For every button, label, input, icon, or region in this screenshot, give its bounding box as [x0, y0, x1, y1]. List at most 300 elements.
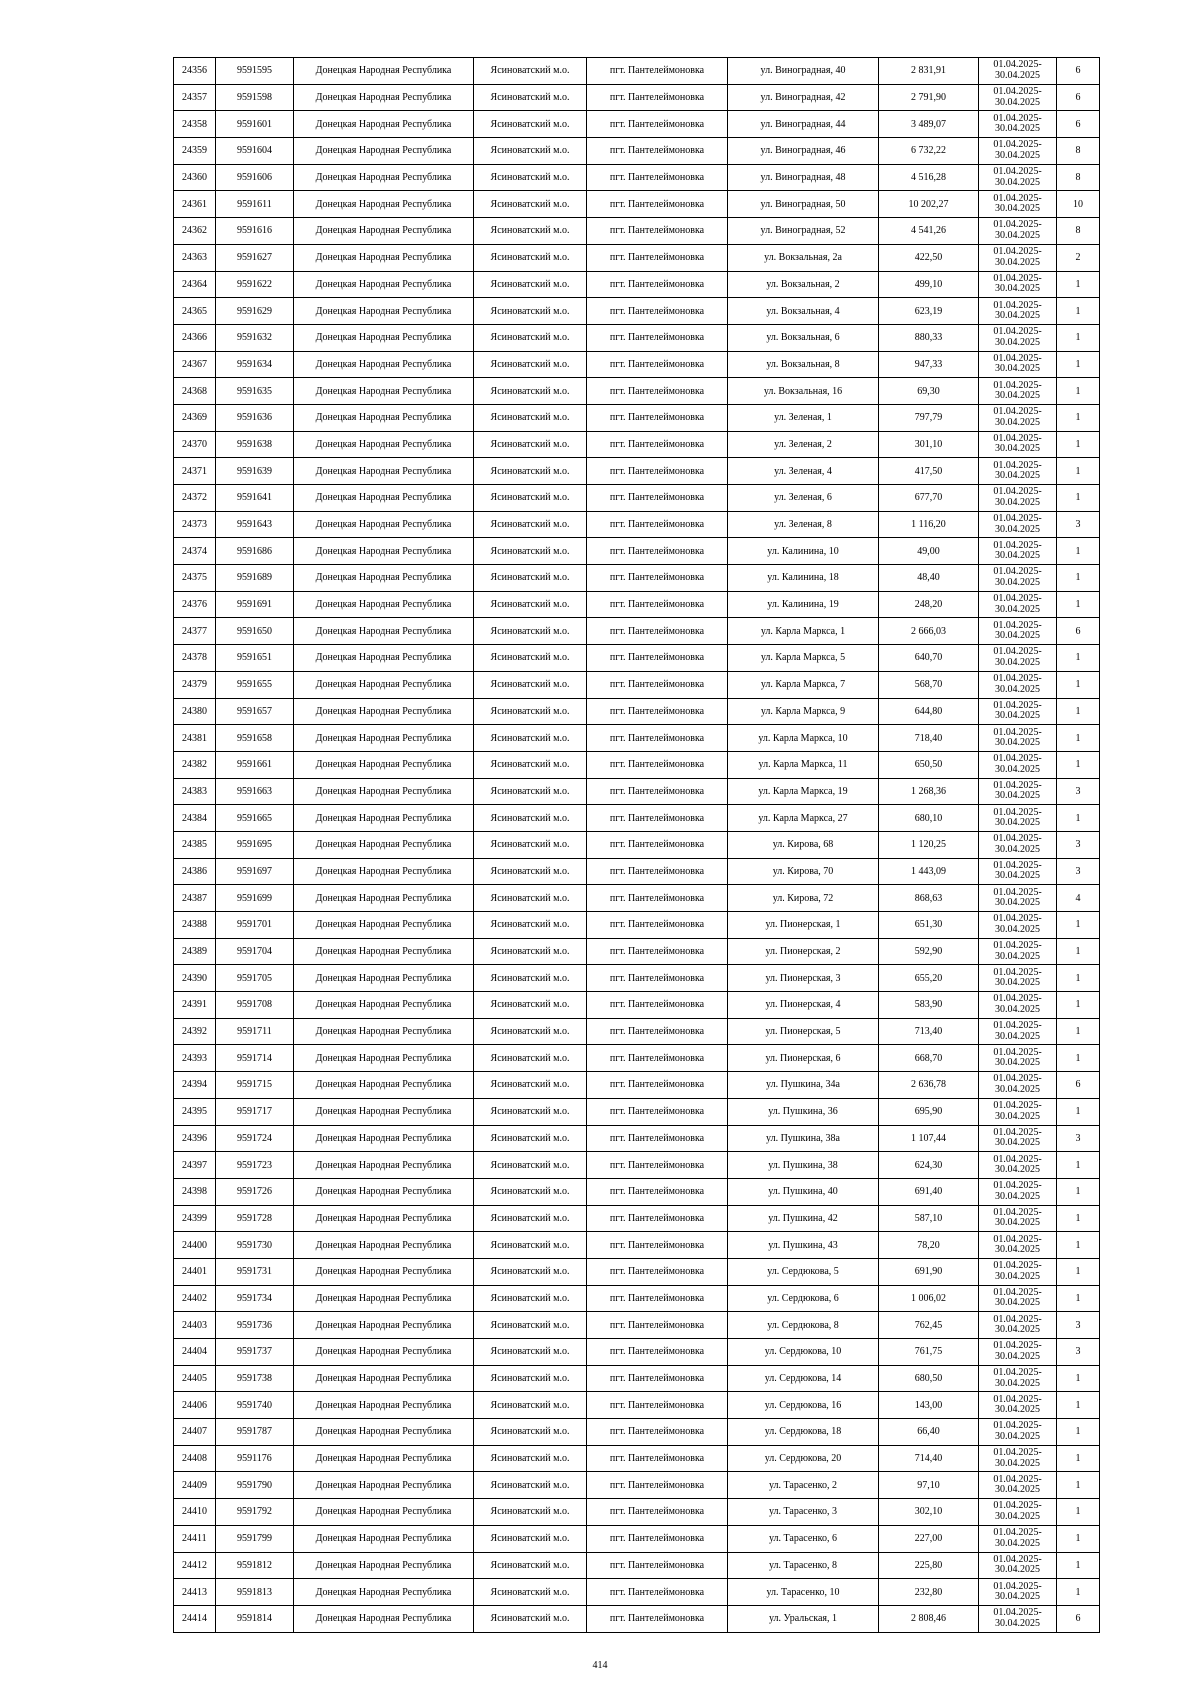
address-cell: ул. Кирова, 70	[728, 858, 879, 885]
period-start: 01.04.2025-	[993, 539, 1042, 551]
settlement-cell: пгт. Пантелеймоновка	[587, 1072, 728, 1099]
amount-cell: 2 808,46	[879, 1605, 979, 1632]
quantity-cell: 2	[1057, 244, 1100, 271]
period-end: 30.04.2025	[995, 950, 1040, 962]
table-row	[174, 1125, 1100, 1152]
account-number-cell: 9591663	[216, 778, 294, 805]
amount-cell: 713,40	[879, 1018, 979, 1045]
period-start: 01.04.2025-	[993, 619, 1042, 631]
quantity-cell: 1	[1057, 298, 1100, 325]
period-end: 30.04.2025	[995, 1457, 1040, 1469]
row-number-cell: 24367	[174, 351, 216, 378]
period-end: 30.04.2025	[995, 149, 1040, 161]
row-number-cell: 24382	[174, 751, 216, 778]
amount-cell: 3 489,07	[879, 111, 979, 138]
region-cell: Донецкая Народная Республика	[294, 778, 474, 805]
amount-cell: 677,70	[879, 485, 979, 512]
period-cell	[979, 458, 1057, 485]
region-cell: Донецкая Народная Республика	[294, 298, 474, 325]
settlement-cell: пгт. Пантелеймоновка	[587, 912, 728, 939]
address-cell: ул. Карла Маркса, 7	[728, 671, 879, 698]
period-start: 01.04.2025-	[993, 406, 1042, 418]
district-cell: Ясиноватский м.о.	[474, 1445, 587, 1472]
period-end: 30.04.2025	[995, 1164, 1040, 1176]
row-number-cell: 24397	[174, 1152, 216, 1179]
amount-cell: 97,10	[879, 1472, 979, 1499]
period-cell	[979, 1339, 1057, 1366]
settlement-cell: пгт. Пантелеймоновка	[587, 58, 728, 85]
quantity-cell: 1	[1057, 1098, 1100, 1125]
settlement-cell: пгт. Пантелеймоновка	[587, 1205, 728, 1232]
period-cell	[979, 191, 1057, 218]
quantity-cell: 3	[1057, 511, 1100, 538]
address-cell: ул. Карла Маркса, 5	[728, 645, 879, 672]
settlement-cell: пгт. Пантелеймоновка	[587, 1339, 728, 1366]
settlement-cell: пгт. Пантелеймоновка	[587, 1392, 728, 1419]
account-number-cell: 9591634	[216, 351, 294, 378]
period-start: 01.04.2025-	[993, 940, 1042, 952]
period-cell	[979, 885, 1057, 912]
account-number-cell: 9591705	[216, 965, 294, 992]
table-row	[174, 298, 1100, 325]
amount-cell: 947,33	[879, 351, 979, 378]
account-number-cell: 9591697	[216, 858, 294, 885]
settlement-cell: пгт. Пантелеймоновка	[587, 1178, 728, 1205]
period-end: 30.04.2025	[995, 283, 1040, 295]
period-cell	[979, 1285, 1057, 1312]
settlement-cell: пгт. Пантелеймоновка	[587, 218, 728, 245]
row-number-cell: 24360	[174, 164, 216, 191]
district-cell: Ясиноватский м.о.	[474, 111, 587, 138]
table-row	[174, 1098, 1100, 1125]
quantity-cell: 1	[1057, 591, 1100, 618]
amount-cell: 227,00	[879, 1525, 979, 1552]
settlement-cell: пгт. Пантелеймоновка	[587, 1472, 728, 1499]
table-row	[174, 1499, 1100, 1526]
period-end: 30.04.2025	[995, 656, 1040, 668]
period-cell	[979, 271, 1057, 298]
district-cell: Ясиноватский м.о.	[474, 324, 587, 351]
period-end: 30.04.2025	[995, 416, 1040, 428]
period-end: 30.04.2025	[995, 1057, 1040, 1069]
address-cell: ул. Карла Маркса, 1	[728, 618, 879, 645]
district-cell: Ясиноватский м.о.	[474, 1125, 587, 1152]
address-cell: ул. Пушкина, 36	[728, 1098, 879, 1125]
account-number-cell: 9591701	[216, 912, 294, 939]
row-number-cell: 24402	[174, 1285, 216, 1312]
period-end: 30.04.2025	[995, 310, 1040, 322]
district-cell: Ясиноватский м.о.	[474, 725, 587, 752]
row-number-cell: 24372	[174, 485, 216, 512]
region-cell: Донецкая Народная Республика	[294, 645, 474, 672]
table-row	[174, 138, 1100, 165]
address-cell: ул. Виноградная, 42	[728, 84, 879, 111]
settlement-cell: пгт. Пантелеймоновка	[587, 751, 728, 778]
period-cell	[979, 1205, 1057, 1232]
period-end: 30.04.2025	[995, 576, 1040, 588]
address-cell: ул. Сердюкова, 10	[728, 1339, 879, 1366]
period-start: 01.04.2025-	[993, 59, 1042, 71]
account-number-cell: 9591650	[216, 618, 294, 645]
table-row	[174, 58, 1100, 85]
account-number-cell: 9591689	[216, 565, 294, 592]
district-cell: Ясиноватский м.о.	[474, 751, 587, 778]
amount-cell: 225,80	[879, 1552, 979, 1579]
account-number-cell: 9591604	[216, 138, 294, 165]
table-row	[174, 698, 1100, 725]
row-number-cell: 24411	[174, 1525, 216, 1552]
table-row	[174, 1605, 1100, 1632]
table-row	[174, 565, 1100, 592]
amount-cell: 762,45	[879, 1312, 979, 1339]
quantity-cell: 1	[1057, 404, 1100, 431]
address-cell: ул. Зеленая, 1	[728, 404, 879, 431]
period-start: 01.04.2025-	[993, 646, 1042, 658]
quantity-cell: 1	[1057, 1178, 1100, 1205]
amount-cell: 718,40	[879, 725, 979, 752]
row-number-cell: 24364	[174, 271, 216, 298]
row-number-cell: 24385	[174, 831, 216, 858]
row-number-cell: 24366	[174, 324, 216, 351]
row-number-cell: 24389	[174, 938, 216, 965]
address-cell: ул. Уральская, 1	[728, 1605, 879, 1632]
region-cell: Донецкая Народная Республика	[294, 1285, 474, 1312]
table-row	[174, 511, 1100, 538]
quantity-cell: 1	[1057, 565, 1100, 592]
region-cell: Донецкая Народная Республика	[294, 1605, 474, 1632]
address-cell: ул. Пушкина, 42	[728, 1205, 879, 1232]
address-cell: ул. Пушкина, 38	[728, 1152, 879, 1179]
period-start: 01.04.2025-	[993, 459, 1042, 471]
region-cell: Донецкая Народная Республика	[294, 1445, 474, 1472]
period-end: 30.04.2025	[995, 870, 1040, 882]
amount-cell: 69,30	[879, 378, 979, 405]
period-start: 01.04.2025-	[993, 833, 1042, 845]
account-number-cell: 9591728	[216, 1205, 294, 1232]
period-cell	[979, 1072, 1057, 1099]
address-cell: ул. Карла Маркса, 27	[728, 805, 879, 832]
account-number-cell: 9591812	[216, 1552, 294, 1579]
period-cell	[979, 751, 1057, 778]
account-number-cell: 9591641	[216, 485, 294, 512]
address-cell: ул. Пионерская, 2	[728, 938, 879, 965]
settlement-cell: пгт. Пантелеймоновка	[587, 378, 728, 405]
period-end: 30.04.2025	[995, 763, 1040, 775]
account-number-cell: 9591717	[216, 1098, 294, 1125]
district-cell: Ясиноватский м.о.	[474, 1098, 587, 1125]
table-row	[174, 431, 1100, 458]
region-cell: Донецкая Народная Республика	[294, 1178, 474, 1205]
period-cell	[979, 645, 1057, 672]
quantity-cell: 8	[1057, 164, 1100, 191]
period-cell	[979, 778, 1057, 805]
district-cell: Ясиноватский м.о.	[474, 591, 587, 618]
quantity-cell: 1	[1057, 1258, 1100, 1285]
table-row	[174, 671, 1100, 698]
district-cell: Ясиноватский м.о.	[474, 1499, 587, 1526]
district-cell: Ясиноватский м.о.	[474, 271, 587, 298]
quantity-cell: 1	[1057, 992, 1100, 1019]
period-cell	[979, 378, 1057, 405]
district-cell: Ясиноватский м.о.	[474, 1258, 587, 1285]
region-cell: Донецкая Народная Республика	[294, 1258, 474, 1285]
amount-cell: 302,10	[879, 1499, 979, 1526]
period-cell	[979, 511, 1057, 538]
region-cell: Донецкая Народная Республика	[294, 58, 474, 85]
district-cell: Ясиноватский м.о.	[474, 1285, 587, 1312]
amount-cell: 2 831,91	[879, 58, 979, 85]
quantity-cell: 6	[1057, 1605, 1100, 1632]
period-end: 30.04.2025	[995, 1430, 1040, 1442]
district-cell: Ясиноватский м.о.	[474, 1419, 587, 1446]
row-number-cell: 24399	[174, 1205, 216, 1232]
quantity-cell: 1	[1057, 1232, 1100, 1259]
region-cell: Донецкая Народная Республика	[294, 1018, 474, 1045]
address-cell: ул. Зеленая, 4	[728, 458, 879, 485]
region-cell: Донецкая Народная Республика	[294, 84, 474, 111]
account-number-cell: 9591740	[216, 1392, 294, 1419]
row-number-cell: 24391	[174, 992, 216, 1019]
quantity-cell: 3	[1057, 778, 1100, 805]
row-number-cell: 24398	[174, 1178, 216, 1205]
period-end: 30.04.2025	[995, 176, 1040, 188]
settlement-cell: пгт. Пантелеймоновка	[587, 1045, 728, 1072]
period-start: 01.04.2025-	[993, 966, 1042, 978]
quantity-cell: 1	[1057, 271, 1100, 298]
address-cell: ул. Карла Маркса, 9	[728, 698, 879, 725]
table-row	[174, 1312, 1100, 1339]
table-row	[174, 938, 1100, 965]
district-cell: Ясиноватский м.о.	[474, 965, 587, 992]
period-end: 30.04.2025	[995, 96, 1040, 108]
amount-cell: 1 116,20	[879, 511, 979, 538]
table-row	[174, 378, 1100, 405]
account-number-cell: 9591651	[216, 645, 294, 672]
period-end: 30.04.2025	[995, 1564, 1040, 1576]
period-start: 01.04.2025-	[993, 166, 1042, 178]
quantity-cell: 6	[1057, 618, 1100, 645]
address-cell: ул. Сердюкова, 18	[728, 1419, 879, 1446]
table-row	[174, 831, 1100, 858]
quantity-cell: 1	[1057, 1552, 1100, 1579]
district-cell: Ясиноватский м.о.	[474, 992, 587, 1019]
amount-cell: 624,30	[879, 1152, 979, 1179]
region-cell: Донецкая Народная Республика	[294, 1365, 474, 1392]
period-start: 01.04.2025-	[993, 1180, 1042, 1192]
period-cell	[979, 1045, 1057, 1072]
period-cell	[979, 1472, 1057, 1499]
region-cell: Донецкая Народная Республика	[294, 1552, 474, 1579]
amount-cell: 1 107,44	[879, 1125, 979, 1152]
quantity-cell: 6	[1057, 111, 1100, 138]
period-start: 01.04.2025-	[993, 1206, 1042, 1218]
period-end: 30.04.2025	[995, 710, 1040, 722]
table-row	[174, 1152, 1100, 1179]
region-cell: Донецкая Народная Республика	[294, 725, 474, 752]
row-number-cell: 24375	[174, 565, 216, 592]
district-cell: Ясиноватский м.о.	[474, 1525, 587, 1552]
period-end: 30.04.2025	[995, 1030, 1040, 1042]
table-row	[174, 1205, 1100, 1232]
period-start: 01.04.2025-	[993, 993, 1042, 1005]
address-cell: ул. Вокзальная, 8	[728, 351, 879, 378]
account-number-cell: 9591606	[216, 164, 294, 191]
region-cell: Донецкая Народная Республика	[294, 1392, 474, 1419]
period-cell	[979, 671, 1057, 698]
quantity-cell: 1	[1057, 1525, 1100, 1552]
amount-cell: 1 268,36	[879, 778, 979, 805]
amount-cell: 1 443,09	[879, 858, 979, 885]
account-number-cell: 9591814	[216, 1605, 294, 1632]
amount-cell: 651,30	[879, 912, 979, 939]
row-number-cell: 24392	[174, 1018, 216, 1045]
table-row	[174, 751, 1100, 778]
period-start: 01.04.2025-	[993, 1153, 1042, 1165]
period-cell	[979, 805, 1057, 832]
period-end: 30.04.2025	[995, 1137, 1040, 1149]
table-row	[174, 1552, 1100, 1579]
district-cell: Ясиноватский м.о.	[474, 1605, 587, 1632]
period-end: 30.04.2025	[995, 1244, 1040, 1256]
address-cell: ул. Сердюкова, 14	[728, 1365, 879, 1392]
table-row	[174, 191, 1100, 218]
account-number-cell: 9591724	[216, 1125, 294, 1152]
quantity-cell: 1	[1057, 1152, 1100, 1179]
table-row	[174, 1419, 1100, 1446]
region-cell: Донецкая Народная Республика	[294, 1072, 474, 1099]
table-row	[174, 351, 1100, 378]
settlement-cell: пгт. Пантелеймоновка	[587, 1579, 728, 1606]
district-cell: Ясиноватский м.о.	[474, 1392, 587, 1419]
period-cell	[979, 1258, 1057, 1285]
settlement-cell: пгт. Пантелеймоновка	[587, 1018, 728, 1045]
region-cell: Донецкая Народная Республика	[294, 671, 474, 698]
region-cell: Донецкая Народная Республика	[294, 698, 474, 725]
table-row	[174, 1579, 1100, 1606]
account-number-cell: 9591601	[216, 111, 294, 138]
quantity-cell: 4	[1057, 885, 1100, 912]
table-body	[174, 58, 1100, 1633]
table-row	[174, 111, 1100, 138]
quantity-cell: 8	[1057, 218, 1100, 245]
period-end: 30.04.2025	[995, 1404, 1040, 1416]
settlement-cell: пгт. Пантелеймоновка	[587, 111, 728, 138]
district-cell: Ясиноватский м.о.	[474, 84, 587, 111]
period-start: 01.04.2025-	[993, 1473, 1042, 1485]
period-end: 30.04.2025	[995, 630, 1040, 642]
row-number-cell: 24378	[174, 645, 216, 672]
period-cell	[979, 431, 1057, 458]
period-start: 01.04.2025-	[993, 1073, 1042, 1085]
account-number-cell: 9591699	[216, 885, 294, 912]
row-number-cell: 24393	[174, 1045, 216, 1072]
address-cell: ул. Пушкина, 38а	[728, 1125, 879, 1152]
settlement-cell: пгт. Пантелеймоновка	[587, 1258, 728, 1285]
address-cell: ул. Виноградная, 44	[728, 111, 879, 138]
table-row	[174, 1525, 1100, 1552]
period-end: 30.04.2025	[995, 737, 1040, 749]
region-cell: Донецкая Народная Республика	[294, 458, 474, 485]
period-end: 30.04.2025	[995, 1537, 1040, 1549]
quantity-cell: 1	[1057, 351, 1100, 378]
period-end: 30.04.2025	[995, 496, 1040, 508]
period-start: 01.04.2025-	[993, 272, 1042, 284]
settlement-cell: пгт. Пантелеймоновка	[587, 591, 728, 618]
address-cell: ул. Вокзальная, 2	[728, 271, 879, 298]
settlement-cell: пгт. Пантелеймоновка	[587, 84, 728, 111]
region-cell: Донецкая Народная Республика	[294, 1339, 474, 1366]
amount-cell: 655,20	[879, 965, 979, 992]
quantity-cell: 1	[1057, 965, 1100, 992]
table-row	[174, 992, 1100, 1019]
settlement-cell: пгт. Пантелеймоновка	[587, 138, 728, 165]
account-number-cell: 9591598	[216, 84, 294, 111]
amount-cell: 714,40	[879, 1445, 979, 1472]
quantity-cell: 1	[1057, 1472, 1100, 1499]
period-end: 30.04.2025	[995, 817, 1040, 829]
row-number-cell: 24395	[174, 1098, 216, 1125]
amount-cell: 4 541,26	[879, 218, 979, 245]
account-number-cell: 9591799	[216, 1525, 294, 1552]
district-cell: Ясиноватский м.о.	[474, 938, 587, 965]
period-start: 01.04.2025-	[993, 513, 1042, 525]
period-start: 01.04.2025-	[993, 219, 1042, 231]
table-row	[174, 805, 1100, 832]
region-cell: Донецкая Народная Республика	[294, 1205, 474, 1232]
region-cell: Донецкая Народная Республика	[294, 271, 474, 298]
period-cell	[979, 58, 1057, 85]
period-end: 30.04.2025	[995, 1484, 1040, 1496]
row-number-cell: 24368	[174, 378, 216, 405]
address-cell: ул. Калинина, 10	[728, 538, 879, 565]
quantity-cell: 6	[1057, 1072, 1100, 1099]
quantity-cell: 1	[1057, 1445, 1100, 1472]
quantity-cell: 1	[1057, 938, 1100, 965]
address-cell: ул. Виноградная, 50	[728, 191, 879, 218]
amount-cell: 66,40	[879, 1419, 979, 1446]
period-cell	[979, 1525, 1057, 1552]
settlement-cell: пгт. Пантелеймоновка	[587, 618, 728, 645]
region-cell: Донецкая Народная Республика	[294, 992, 474, 1019]
settlement-cell: пгт. Пантелеймоновка	[587, 1419, 728, 1446]
row-number-cell: 24369	[174, 404, 216, 431]
region-cell: Донецкая Народная Республика	[294, 1419, 474, 1446]
amount-cell: 680,10	[879, 805, 979, 832]
period-end: 30.04.2025	[995, 69, 1040, 81]
period-end: 30.04.2025	[995, 923, 1040, 935]
row-number-cell: 24376	[174, 591, 216, 618]
table-row	[174, 1445, 1100, 1472]
address-cell: ул. Вокзальная, 4	[728, 298, 879, 325]
amount-cell: 4 516,28	[879, 164, 979, 191]
amount-cell: 583,90	[879, 992, 979, 1019]
period-cell	[979, 1392, 1057, 1419]
row-number-cell: 24414	[174, 1605, 216, 1632]
row-number-cell: 24374	[174, 538, 216, 565]
period-cell	[979, 351, 1057, 378]
account-number-cell: 9591638	[216, 431, 294, 458]
period-start: 01.04.2025-	[993, 246, 1042, 258]
account-number-cell: 9591711	[216, 1018, 294, 1045]
address-cell: ул. Тарасенко, 10	[728, 1579, 879, 1606]
period-cell	[979, 698, 1057, 725]
district-cell: Ясиноватский м.о.	[474, 565, 587, 592]
district-cell: Ясиноватский м.о.	[474, 351, 587, 378]
settlement-cell: пгт. Пантелеймоновка	[587, 725, 728, 752]
address-cell: ул. Кирова, 72	[728, 885, 879, 912]
district-cell: Ясиноватский м.о.	[474, 1365, 587, 1392]
settlement-cell: пгт. Пантелеймоновка	[587, 485, 728, 512]
